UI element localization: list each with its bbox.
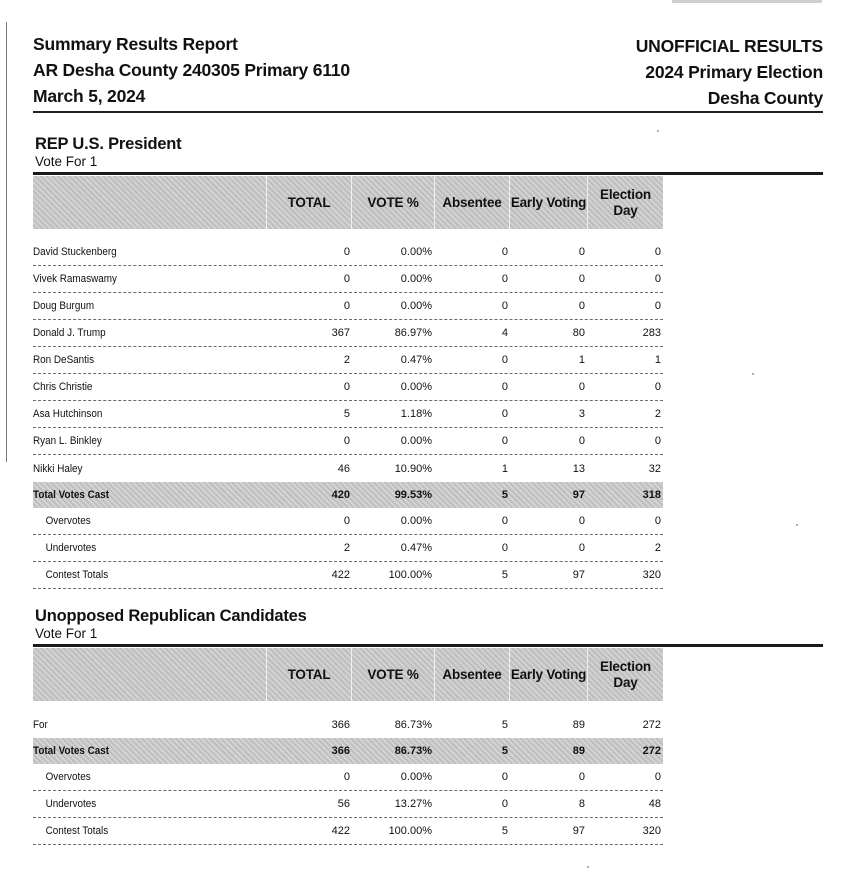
vote-pct: 100.00%: [388, 569, 432, 581]
county-label: Desha County: [707, 88, 823, 108]
vote-pct: 1.18%: [400, 408, 432, 420]
candidate-name: Ron DeSantis: [33, 354, 95, 366]
vote-pct: 0.00%: [400, 273, 432, 285]
total-votes: 0: [343, 381, 350, 393]
total-votes: 366: [331, 718, 350, 731]
scan-speck: [587, 866, 589, 868]
total-votes: 0: [343, 771, 350, 783]
scan-speck: [796, 524, 798, 526]
vote-pct: 86.73%: [394, 745, 432, 757]
row-label: Total Votes Cast: [33, 745, 110, 757]
early-votes: 80: [572, 327, 585, 339]
total-votes: 5: [343, 408, 350, 420]
vote-pct: 99.53%: [394, 489, 432, 501]
absentee-votes: 0: [501, 354, 508, 366]
election-day-votes: 320: [642, 569, 661, 581]
results-table: [33, 648, 663, 845]
row-label: Overvotes: [45, 515, 91, 527]
absentee-votes: 0: [501, 798, 508, 810]
early-votes: 0: [578, 515, 585, 527]
header-election-day: Election Day: [588, 648, 663, 701]
early-votes: 8: [578, 798, 585, 810]
election-day-votes: 0: [654, 771, 661, 783]
vote-pct: 13.27%: [394, 798, 432, 810]
candidate-name: Nikki Haley: [33, 462, 83, 475]
table-row: [33, 455, 663, 482]
election-day-votes: 0: [654, 300, 661, 312]
vote-pct: 100.00%: [388, 825, 432, 837]
overvotes-row: [33, 508, 663, 535]
absentee-votes: 5: [501, 745, 508, 757]
total-votes: 422: [331, 825, 350, 837]
scan-speck: [657, 130, 659, 132]
candidate-name: Doug Burgum: [33, 300, 95, 312]
header-vote-pct: VOTE %: [352, 648, 435, 701]
header-absentee: Absentee: [435, 648, 510, 701]
election-day-votes: 0: [654, 435, 661, 447]
vote-pct: 86.97%: [394, 327, 432, 339]
early-votes: 97: [572, 569, 585, 581]
election-day-votes: 2: [654, 542, 661, 554]
header-early-voting: Early Voting: [510, 176, 588, 229]
row-label: Undervotes: [45, 542, 97, 554]
election-day-votes: 2: [654, 408, 661, 420]
early-votes: 3: [578, 408, 585, 420]
table-row: [33, 293, 663, 320]
candidate-name: Ryan L. Binkley: [33, 435, 102, 447]
early-votes: 0: [578, 273, 585, 285]
header-early-voting: Early Voting: [510, 648, 588, 701]
total-votes: 0: [343, 273, 350, 285]
total-votes-cast-row: [33, 482, 663, 508]
contest-title: REP U.S. President: [35, 135, 182, 153]
election-day-votes: 48: [648, 798, 661, 810]
row-label: Undervotes: [45, 798, 97, 810]
table-row: [33, 374, 663, 401]
table-header: [33, 176, 663, 229]
row-label: Contest Totals: [45, 569, 109, 581]
header-total: TOTAL: [267, 648, 352, 701]
absentee-votes: 0: [501, 435, 508, 447]
absentee-votes: 0: [501, 542, 508, 554]
election-name: AR Desha County 240305 Primary 6110: [33, 60, 350, 80]
scan-edge-line: [6, 22, 7, 462]
table-row: [33, 239, 663, 266]
total-votes: 422: [331, 569, 350, 581]
header-blank: [33, 648, 267, 701]
early-votes: 89: [572, 718, 585, 731]
table-header: [33, 648, 663, 701]
election-day-votes: 0: [654, 381, 661, 393]
absentee-votes: 5: [501, 825, 508, 837]
vote-for-label: Vote For 1: [35, 154, 98, 169]
absentee-votes: 0: [501, 408, 508, 420]
row-label: Contest Totals: [45, 825, 109, 837]
report-title: Summary Results Report: [33, 34, 238, 54]
contest-divider: [33, 172, 823, 175]
election-day-votes: 32: [648, 462, 661, 475]
header-absentee: Absentee: [435, 176, 510, 229]
contest-rep-us-president: [33, 134, 823, 589]
total-votes: 0: [343, 300, 350, 312]
report-header-left: [33, 31, 350, 109]
contest-totals-row: [33, 818, 663, 845]
early-votes: 13: [572, 462, 585, 475]
candidate-name: Asa Hutchinson: [33, 408, 103, 420]
contest-divider: [33, 644, 823, 647]
vote-for-label: Vote For 1: [35, 626, 98, 641]
vote-pct: 0.47%: [400, 354, 432, 366]
row-label: Overvotes: [45, 771, 91, 783]
vote-pct: 0.00%: [400, 515, 432, 527]
table-row: [33, 428, 663, 455]
absentee-votes: 0: [501, 300, 508, 312]
absentee-votes: 4: [501, 327, 508, 339]
election-day-votes: 272: [642, 718, 661, 731]
early-votes: 0: [578, 381, 585, 393]
early-votes: 0: [578, 771, 585, 783]
early-votes: 89: [572, 745, 585, 757]
total-votes: 2: [343, 542, 350, 554]
header-blank: [33, 176, 267, 229]
absentee-votes: 0: [501, 381, 508, 393]
table-row: [33, 711, 663, 738]
vote-pct: 0.00%: [400, 246, 432, 258]
election-label: 2024 Primary Election: [645, 62, 823, 82]
total-votes: 420: [331, 489, 350, 501]
vote-pct: 86.73%: [394, 718, 432, 731]
undervotes-row: [33, 791, 663, 818]
contest-unopposed-republican-candidates: [33, 606, 823, 845]
overvotes-row: [33, 764, 663, 791]
header-election-day: Election Day: [588, 176, 663, 229]
absentee-votes: 5: [501, 569, 508, 581]
election-day-votes: 0: [654, 515, 661, 527]
candidate-name: Vivek Ramaswamy: [33, 273, 117, 285]
report-header-right: [636, 33, 823, 111]
absentee-votes: 0: [501, 273, 508, 285]
vote-pct: 0.00%: [400, 300, 432, 312]
contest-title: Unopposed Republican Candidates: [35, 607, 307, 625]
total-votes: 366: [331, 745, 350, 757]
absentee-votes: 0: [501, 515, 508, 527]
total-votes: 56: [337, 798, 350, 810]
header-total: TOTAL: [267, 176, 352, 229]
total-votes: 0: [343, 435, 350, 447]
vote-pct: 0.00%: [400, 435, 432, 447]
total-votes: 2: [343, 354, 350, 366]
election-day-votes: 320: [642, 825, 661, 837]
table-row: [33, 320, 663, 347]
scan-speck: [752, 373, 754, 375]
early-votes: 97: [572, 825, 585, 837]
candidate-name: David Stuckenberg: [33, 246, 117, 258]
vote-pct: 0.47%: [400, 542, 432, 554]
contest-totals-row: [33, 562, 663, 589]
election-day-votes: 0: [654, 273, 661, 285]
total-votes: 367: [331, 327, 350, 339]
vote-pct: 10.90%: [394, 462, 432, 475]
results-table: [33, 176, 663, 589]
absentee-votes: 5: [501, 489, 508, 501]
early-votes: 0: [578, 542, 585, 554]
table-row: [33, 347, 663, 374]
table-row: [33, 266, 663, 293]
total-votes: 0: [343, 246, 350, 258]
absentee-votes: 0: [501, 246, 508, 258]
election-day-votes: 283: [642, 327, 661, 339]
election-date: March 5, 2024: [33, 86, 146, 106]
table-row: [33, 401, 663, 428]
scan-artifact: [672, 0, 822, 3]
election-day-votes: 272: [642, 745, 661, 757]
undervotes-row: [33, 535, 663, 562]
absentee-votes: 5: [501, 718, 508, 731]
row-label: Total Votes Cast: [33, 489, 110, 501]
election-day-votes: 0: [654, 246, 661, 258]
results-status: UNOFFICIAL RESULTS: [635, 36, 823, 56]
absentee-votes: 1: [501, 462, 508, 475]
early-votes: 0: [578, 300, 585, 312]
election-day-votes: 318: [642, 489, 661, 501]
candidate-name: Chris Christie: [33, 381, 93, 393]
header-vote-pct: VOTE %: [352, 176, 435, 229]
early-votes: 1: [578, 354, 585, 366]
election-day-votes: 1: [654, 354, 661, 366]
total-votes: 46: [337, 462, 350, 475]
absentee-votes: 0: [501, 771, 508, 783]
early-votes: 0: [578, 246, 585, 258]
early-votes: 97: [572, 489, 585, 501]
candidate-name: For: [33, 718, 48, 731]
total-votes-cast-row: [33, 738, 663, 764]
candidate-name: Donald J. Trump: [33, 327, 106, 339]
vote-pct: 0.00%: [400, 381, 432, 393]
header-divider: [33, 111, 823, 113]
total-votes: 0: [343, 515, 350, 527]
vote-pct: 0.00%: [400, 771, 432, 783]
early-votes: 0: [578, 435, 585, 447]
